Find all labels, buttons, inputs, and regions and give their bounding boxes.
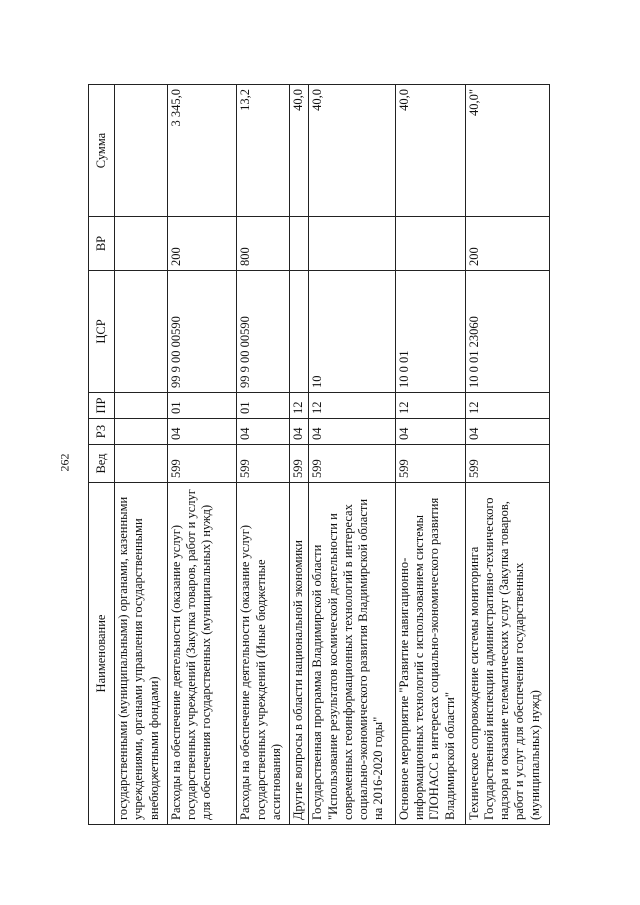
- row-csr: [290, 271, 309, 393]
- row-rz: 04: [309, 419, 396, 445]
- row-csr: 10 0 01 23060: [465, 271, 549, 393]
- row-name: Государственная программа Владимирской области "Использование результатов космической деятельности и современных геоинформационных технологий в интересах социально-экономического развития Владимирской области на 2016-2020 годы": [309, 483, 396, 825]
- row-sum: 40,0: [290, 85, 309, 217]
- table-row: [237, 85, 290, 825]
- row-rz: [115, 419, 168, 445]
- row-pr: 12: [290, 393, 309, 419]
- row-rz: 04: [465, 419, 549, 445]
- header-rz: РЗ: [89, 419, 115, 445]
- header-sum: Сумма: [89, 85, 115, 217]
- budget-table-container: [88, 85, 550, 825]
- row-rz: 04: [395, 419, 465, 445]
- row-pr: [115, 393, 168, 419]
- row-csr: 99 9 00 00590: [167, 271, 237, 393]
- table-row: [290, 85, 309, 825]
- row-csr: 99 9 00 00590: [237, 271, 290, 393]
- row-vr: [395, 217, 465, 271]
- table-header-row: [89, 85, 115, 825]
- page-number: 262: [57, 453, 72, 472]
- row-sum: 13,2: [237, 85, 290, 217]
- header-ved: Вед: [89, 445, 115, 483]
- row-vr: [115, 217, 168, 271]
- row-vr: [309, 217, 396, 271]
- row-pr: 12: [395, 393, 465, 419]
- row-ved: 599: [465, 445, 549, 483]
- row-name: Расходы на обеспечение деятельности (оказание услуг) государственных учреждений (Иные бюджетные ассигнования): [237, 483, 290, 825]
- row-sum: 40,0": [465, 85, 549, 217]
- row-sum: 40,0: [395, 85, 465, 217]
- row-ved: 599: [395, 445, 465, 483]
- row-sum: 40,0: [309, 85, 396, 217]
- row-csr: 10 0 01: [395, 271, 465, 393]
- row-csr: [115, 271, 168, 393]
- row-name: Основное мероприятие "Развитие навигационно-информационных технологий с использованием системы ГЛОНАСС в интересах социально-экономического развития Владимирской области": [395, 483, 465, 825]
- table-row: [167, 85, 237, 825]
- row-rz: 04: [237, 419, 290, 445]
- row-ved: 599: [167, 445, 237, 483]
- row-sum: [115, 85, 168, 217]
- table-row: [395, 85, 465, 825]
- row-vr: 200: [465, 217, 549, 271]
- row-vr: [290, 217, 309, 271]
- row-csr: 10: [309, 271, 396, 393]
- header-pr: ПР: [89, 393, 115, 419]
- row-sum: 3 345,0: [167, 85, 237, 217]
- row-name: Другие вопросы в области национальной экономики: [290, 483, 309, 825]
- row-pr: 12: [309, 393, 396, 419]
- header-csr: ЦСР: [89, 271, 115, 393]
- row-vr: 800: [237, 217, 290, 271]
- row-name: государственными (муниципальными) органами, казенными учреждениями, органами управления государственными внебюджетными фондами): [115, 483, 168, 825]
- budget-table: [88, 84, 550, 825]
- row-rz: 04: [167, 419, 237, 445]
- table-row: [115, 85, 168, 825]
- row-pr: 01: [167, 393, 237, 419]
- row-ved: 599: [237, 445, 290, 483]
- row-ved: [115, 445, 168, 483]
- row-pr: 01: [237, 393, 290, 419]
- row-name: Расходы на обеспечение деятельности (оказание услуг) государственных учреждений (Закупка товаров, работ и услуг для обеспечения государственных (муниципальных) нужд): [167, 483, 237, 825]
- header-name: Наименование: [89, 483, 115, 825]
- row-ved: 599: [290, 445, 309, 483]
- header-vr: ВР: [89, 217, 115, 271]
- row-name: Техническое сопровождение системы мониторинга Государственной инспекции административно-технического надзора и оказание телематических услуг (Закупка товаров, работ и услуг для обеспечения государственных (муниципальных) нужд): [465, 483, 549, 825]
- table-row: [309, 85, 396, 825]
- row-pr: 12: [465, 393, 549, 419]
- row-rz: 04: [290, 419, 309, 445]
- row-vr: 200: [167, 217, 237, 271]
- table-row: [465, 85, 549, 825]
- row-ved: 599: [309, 445, 396, 483]
